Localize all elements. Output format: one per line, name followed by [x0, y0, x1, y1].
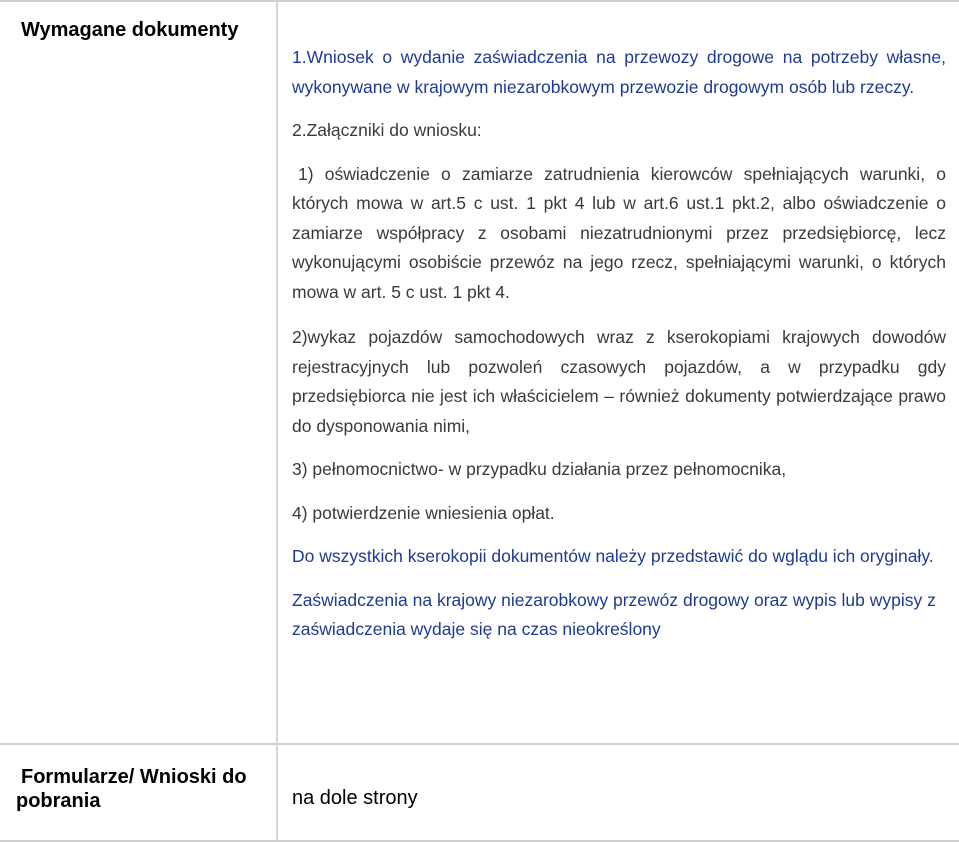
forms-label: Formularze/ Wnioski do pobrania: [16, 766, 247, 812]
required-documents-label: Wymagane dokumenty: [21, 19, 239, 41]
column-divider: [276, 2, 278, 745]
paragraph-attachment-3: 3) pełnomocnictwo- w przypadku działania przez pełnomocnika,: [292, 459, 787, 479]
paragraph-attachment-2: 2)wykaz pojazdów samochodowych wraz z kserokopiami krajowych dowodów rejestracyjnych lub pozwoleń czasowych pojazdów, a w przypadku gdy przedsiębiorca nie jest ich właścicielem – również dokumenty potwierdzające prawo do dysponowania nimi,: [292, 327, 946, 436]
column-divider: [276, 745, 278, 840]
paragraph-application: 1.Wniosek o wydanie zaświadczenia na przewozy drogowe na potrzeby własne, wykonywane w krajowym niezarobkowym przewozie drogowym osób lub rzeczy.: [292, 47, 946, 97]
forms-value: na dole strony: [292, 787, 418, 809]
paragraph-attachments-heading: 2.Załączniki do wniosku:: [292, 120, 482, 140]
paragraph-originals-note: Do wszystkich kserokopii dokumentów należy przedstawić do wglądu ich oryginały.: [292, 546, 934, 566]
required-documents-content: [292, 43, 946, 645]
paragraph-attachment-4: 4) potwierdzenie wniesienia opłat.: [292, 502, 555, 523]
paragraph-attachment-1: 1) oświadczenie o zamiarze zatrudnienia kierowców spełniających warunki, o których mowa w art.5 c ust. 1 pkt 4 lub w art.6 ust.1 pkt.2, albo oświadczenie o zamiarze współpracy z osobami niezatrudnionymi przez przedsiębiorcę, lecz wykonującymi osobiście przewóz na jego rzecz, spełniającymi warunki, o których mowa w art. 5 c ust. 1 pkt 4.: [292, 163, 946, 302]
forms-row: [0, 743, 959, 842]
paragraph-validity-note: Zaświadczenia na krajowy niezarobkowy przewóz drogowy oraz wypis lub wypisy z zaświadczenia wydaje się na czas nieokreślony: [292, 589, 936, 639]
